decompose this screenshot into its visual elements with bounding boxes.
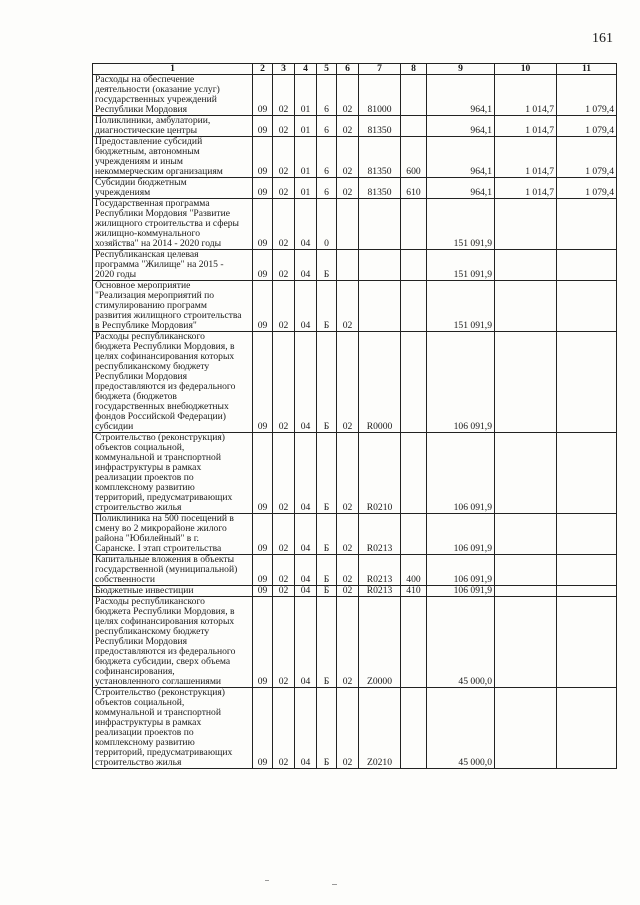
row-name: Капитальные вложения в объекты государственной (муниципальной) собственности — [93, 555, 253, 586]
cell-c3: 02 — [273, 250, 295, 281]
row-name: Субсидии бюджетным учреждениям — [93, 178, 253, 199]
row-name: Расходы республиканского бюджета Республики Мордовия, в целях софинансирования которых республиканскому бюджету Республики Мордовия предоставляются из федерального бюджета субсидии, сверх объема софинансирования, установленного соглашениями — [93, 597, 253, 688]
cell-c11: 1 079,4 — [557, 178, 617, 199]
cell-c7 — [359, 281, 401, 332]
cell-c4: 04 — [295, 199, 317, 250]
header-cell: 2 — [253, 64, 273, 75]
cell-c10: 1 014,7 — [495, 137, 557, 178]
cell-c7 — [359, 250, 401, 281]
cell-c5: Б — [317, 281, 337, 332]
cell-c10 — [495, 332, 557, 433]
cell-c6: 02 — [337, 137, 359, 178]
cell-c6: 02 — [337, 332, 359, 433]
cell-c11 — [557, 514, 617, 555]
header-cell: 3 — [273, 64, 295, 75]
cell-c8 — [401, 597, 427, 688]
cell-c6: 02 — [337, 116, 359, 137]
cell-c6: 02 — [337, 75, 359, 116]
cell-c3: 02 — [273, 178, 295, 199]
cell-c10 — [495, 597, 557, 688]
header-cell: 1 — [93, 64, 253, 75]
cell-c3: 02 — [273, 433, 295, 514]
cell-c6: 02 — [337, 586, 359, 597]
header-cell: 9 — [427, 64, 495, 75]
table-row — [93, 586, 617, 597]
cell-c4: 01 — [295, 75, 317, 116]
cell-c4: 01 — [295, 178, 317, 199]
cell-c7: 81000 — [359, 75, 401, 116]
cell-c5: Б — [317, 250, 337, 281]
cell-c4: 04 — [295, 250, 317, 281]
cell-c10: 1 014,7 — [495, 75, 557, 116]
cell-c10: 1 014,7 — [495, 178, 557, 199]
row-name: Основное мероприятие "Реализация мероприятий по стимулированию программ развития жилищного строительства в Республике Мордовия" — [93, 281, 253, 332]
cell-c11 — [557, 281, 617, 332]
cell-c7: R0213 — [359, 514, 401, 555]
cell-c7: Z0210 — [359, 688, 401, 769]
cell-c3: 02 — [273, 597, 295, 688]
cell-c9: 106 091,9 — [427, 332, 495, 433]
cell-c9: 45 000,0 — [427, 688, 495, 769]
cell-c8 — [401, 199, 427, 250]
row-name: Республиканская целевая программа "Жилище" на 2015 - 2020 годы — [93, 250, 253, 281]
cell-c2: 09 — [253, 433, 273, 514]
cell-c11: 1 079,4 — [557, 75, 617, 116]
cell-c10 — [495, 281, 557, 332]
cell-c11 — [557, 555, 617, 586]
cell-c2: 09 — [253, 137, 273, 178]
cell-c2: 09 — [253, 332, 273, 433]
cell-c7: R0000 — [359, 332, 401, 433]
cell-c2: 09 — [253, 199, 273, 250]
cell-c8 — [401, 332, 427, 433]
table-row — [93, 514, 617, 555]
table-row — [93, 75, 617, 116]
cell-c6: 02 — [337, 555, 359, 586]
header-cell: 4 — [295, 64, 317, 75]
cell-c8: 410 — [401, 586, 427, 597]
cell-c11 — [557, 597, 617, 688]
header-cell: 6 — [337, 64, 359, 75]
row-name: Строительство (реконструкция) объектов социальной, коммунальной и транспортной инфраструктуры в рамках реализации проектов по комплексному развитию территорий, предусматривающих строительство жилья — [93, 433, 253, 514]
cell-c2: 09 — [253, 116, 273, 137]
table-header-row — [93, 64, 617, 75]
cell-c4: 04 — [295, 433, 317, 514]
row-name: Бюджетные инвестиции — [93, 586, 253, 597]
cell-c6: 02 — [337, 514, 359, 555]
cell-c6: 02 — [337, 178, 359, 199]
cell-c9: 106 091,9 — [427, 586, 495, 597]
cell-c11 — [557, 250, 617, 281]
cell-c3: 02 — [273, 586, 295, 597]
cell-c4: 04 — [295, 688, 317, 769]
cell-c5: 6 — [317, 137, 337, 178]
cell-c7 — [359, 199, 401, 250]
table-row — [93, 116, 617, 137]
cell-c8: 610 — [401, 178, 427, 199]
cell-c7: R0213 — [359, 586, 401, 597]
cell-c9: 106 091,9 — [427, 433, 495, 514]
header-cell: 5 — [317, 64, 337, 75]
header-cell: 7 — [359, 64, 401, 75]
table-row — [93, 688, 617, 769]
cell-c4: 04 — [295, 332, 317, 433]
cell-c9: 964,1 — [427, 137, 495, 178]
cell-c4: 04 — [295, 555, 317, 586]
cell-c10 — [495, 555, 557, 586]
row-name: Расходы республиканского бюджета Республики Мордовия, в целях софинансирования которых республиканскому бюджету Республики Мордовия предоставляются из федерального бюджета (бюджетов государственных внебюджетных фондов Российской Федерации) субсидии — [93, 332, 253, 433]
cell-c4: 04 — [295, 514, 317, 555]
cell-c9: 964,1 — [427, 75, 495, 116]
cell-c10: 1 014,7 — [495, 116, 557, 137]
table-row — [93, 433, 617, 514]
cell-c9: 106 091,9 — [427, 555, 495, 586]
cell-c3: 02 — [273, 688, 295, 769]
cell-c7: 81350 — [359, 116, 401, 137]
row-name: Предоставление субсидий бюджетным, автономным учреждениям и иным некоммерческим организациям — [93, 137, 253, 178]
table-row — [93, 250, 617, 281]
cell-c2: 09 — [253, 586, 273, 597]
cell-c2: 09 — [253, 514, 273, 555]
cell-c9: 964,1 — [427, 178, 495, 199]
cell-c3: 02 — [273, 281, 295, 332]
cell-c2: 09 — [253, 281, 273, 332]
cell-c2: 09 — [253, 555, 273, 586]
cell-c11 — [557, 199, 617, 250]
cell-c8 — [401, 688, 427, 769]
cell-c5: Б — [317, 586, 337, 597]
cell-c9: 45 000,0 — [427, 597, 495, 688]
page-number: 161 — [592, 31, 613, 46]
scan-mark — [265, 880, 269, 881]
cell-c5: Б — [317, 597, 337, 688]
cell-c8: 600 — [401, 137, 427, 178]
cell-c6: 02 — [337, 281, 359, 332]
cell-c10 — [495, 250, 557, 281]
cell-c8 — [401, 75, 427, 116]
cell-c5: 6 — [317, 178, 337, 199]
cell-c7: 81350 — [359, 137, 401, 178]
cell-c5: 0 — [317, 199, 337, 250]
cell-c8: 400 — [401, 555, 427, 586]
row-name: Государственная программа Республики Мордовия "Развитие жилищного строительства и сферы жилищно-коммунального хозяйства" на 2014 - 2020 годы — [93, 199, 253, 250]
cell-c8 — [401, 116, 427, 137]
row-name: Поликлиника на 500 посещений в смену во 2 микрорайоне жилого района "Юбилейный" в г. Саранске. I этап строительства — [93, 514, 253, 555]
cell-c5: 6 — [317, 75, 337, 116]
cell-c5: Б — [317, 688, 337, 769]
header-cell: 10 — [495, 64, 557, 75]
cell-c4: 01 — [295, 116, 317, 137]
cell-c3: 02 — [273, 555, 295, 586]
cell-c10 — [495, 688, 557, 769]
cell-c9: 151 091,9 — [427, 199, 495, 250]
cell-c2: 09 — [253, 75, 273, 116]
cell-c7: Z0000 — [359, 597, 401, 688]
cell-c5: Б — [317, 514, 337, 555]
row-name: Строительство (реконструкция) объектов социальной, коммунальной и транспортной инфраструктуры в рамках реализации проектов по комплексному развитию территорий, предусматривающих строительство жилья — [93, 688, 253, 769]
cell-c3: 02 — [273, 514, 295, 555]
cell-c2: 09 — [253, 597, 273, 688]
cell-c10 — [495, 433, 557, 514]
row-name: Расходы на обеспечение деятельности (оказание услуг) государственных учреждений Республики Мордовия — [93, 75, 253, 116]
cell-c9: 151 091,9 — [427, 250, 495, 281]
cell-c5: Б — [317, 555, 337, 586]
cell-c6: 02 — [337, 597, 359, 688]
cell-c6 — [337, 199, 359, 250]
header-cell: 8 — [401, 64, 427, 75]
cell-c11 — [557, 332, 617, 433]
cell-c11: 1 079,4 — [557, 137, 617, 178]
cell-c9: 151 091,9 — [427, 281, 495, 332]
cell-c10 — [495, 514, 557, 555]
cell-c8 — [401, 433, 427, 514]
cell-c10 — [495, 586, 557, 597]
cell-c8 — [401, 250, 427, 281]
cell-c3: 02 — [273, 332, 295, 433]
row-name: Поликлиники, амбулатории, диагностические центры — [93, 116, 253, 137]
table-row — [93, 199, 617, 250]
table-row — [93, 137, 617, 178]
cell-c7: R0210 — [359, 433, 401, 514]
cell-c11 — [557, 586, 617, 597]
table-row — [93, 178, 617, 199]
scan-mark — [332, 884, 337, 885]
budget-table — [92, 63, 617, 769]
cell-c7: R0213 — [359, 555, 401, 586]
cell-c4: 04 — [295, 586, 317, 597]
cell-c10 — [495, 199, 557, 250]
cell-c4: 01 — [295, 137, 317, 178]
cell-c3: 02 — [273, 137, 295, 178]
cell-c6: 02 — [337, 688, 359, 769]
cell-c8 — [401, 281, 427, 332]
cell-c9: 964,1 — [427, 116, 495, 137]
cell-c5: Б — [317, 433, 337, 514]
cell-c5: Б — [317, 332, 337, 433]
cell-c9: 106 091,9 — [427, 514, 495, 555]
cell-c11: 1 079,4 — [557, 116, 617, 137]
cell-c6: 02 — [337, 433, 359, 514]
cell-c2: 09 — [253, 250, 273, 281]
cell-c11 — [557, 433, 617, 514]
cell-c3: 02 — [273, 199, 295, 250]
cell-c2: 09 — [253, 178, 273, 199]
cell-c4: 04 — [295, 597, 317, 688]
cell-c11 — [557, 688, 617, 769]
cell-c2: 09 — [253, 688, 273, 769]
cell-c7: 81350 — [359, 178, 401, 199]
cell-c3: 02 — [273, 116, 295, 137]
cell-c4: 04 — [295, 281, 317, 332]
table-row — [93, 332, 617, 433]
cell-c6 — [337, 250, 359, 281]
cell-c8 — [401, 514, 427, 555]
table-row — [93, 555, 617, 586]
table-row — [93, 597, 617, 688]
header-cell: 11 — [557, 64, 617, 75]
cell-c3: 02 — [273, 75, 295, 116]
cell-c5: 6 — [317, 116, 337, 137]
table-row — [93, 281, 617, 332]
